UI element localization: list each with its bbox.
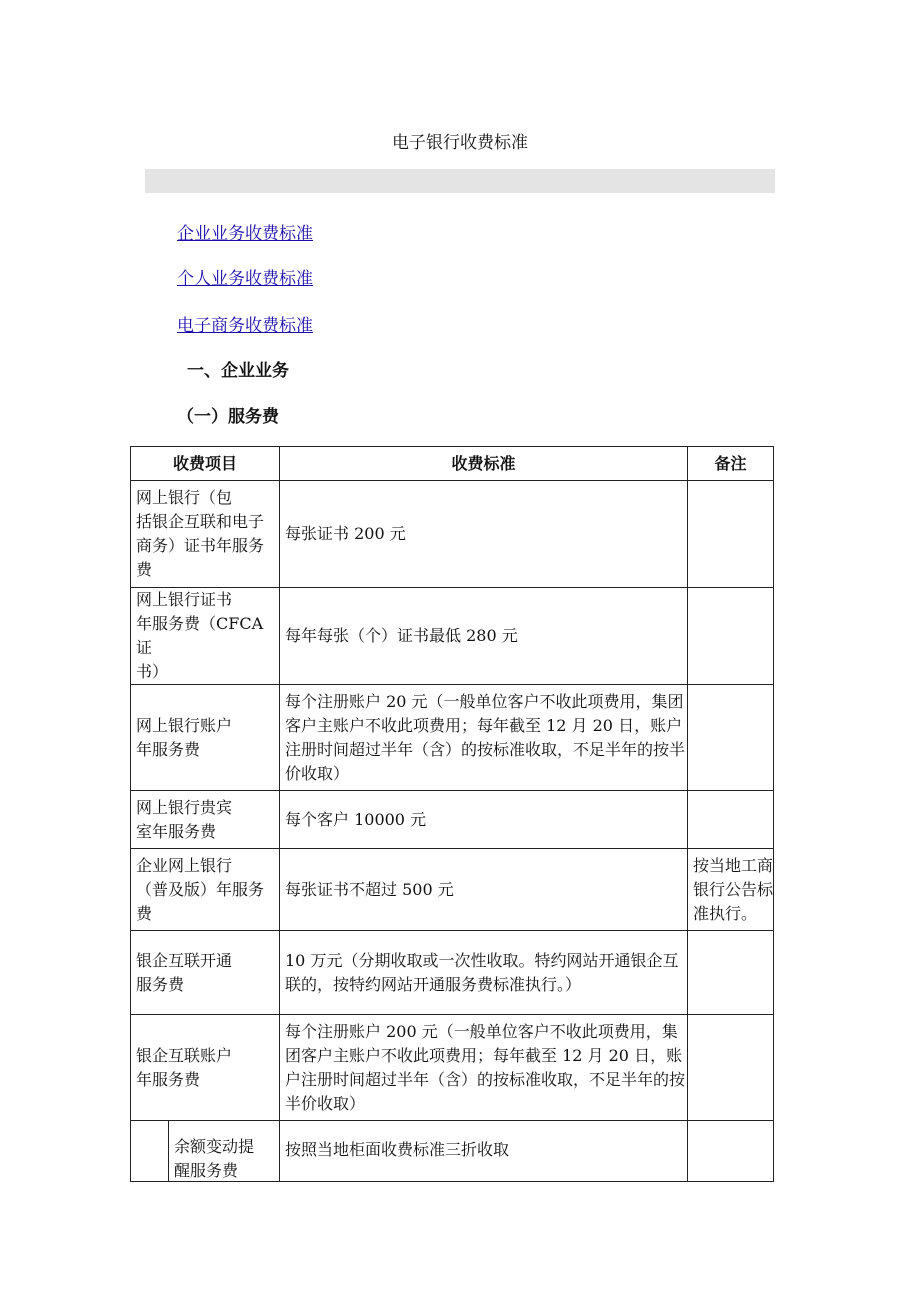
fee-standard: 每张证书 200 元 — [280, 481, 688, 588]
fee-standard: 每个客户 10000 元 — [280, 791, 688, 849]
link-enterprise-fees[interactable]: 企业业务收费标准 — [177, 224, 313, 244]
header-note: 备注 — [688, 447, 774, 481]
fee-standard: 每个注册账户 200 元（一般单位客户不收此项费用，集团客户主账户不收此项费用；每年截至 12 月 20 日，账户注册时间超过半年（含）的按标准收取，不足半年的按半价收取） — [280, 1015, 688, 1121]
header-standard: 收费标准 — [280, 447, 688, 481]
fee-standard: 每张证书不超过 500 元 — [280, 849, 688, 931]
table-row — [131, 685, 774, 791]
fee-note — [688, 1015, 774, 1121]
subsection-heading: （一）服务费 — [177, 407, 279, 427]
table-row — [131, 791, 774, 849]
fee-note — [688, 1121, 774, 1182]
fee-note — [688, 791, 774, 849]
link-ecommerce-fees[interactable]: 电子商务收费标准 — [177, 316, 313, 336]
fee-note — [688, 481, 774, 588]
fee-standard: 每个注册账户 20 元（一般单位客户不收此项费用，集团客户主账户不收此项费用；每年截至 12 月 20 日，账户注册时间超过半年（含）的按标准收取，不足半年的按半价收取） — [280, 685, 688, 791]
table-row — [131, 481, 774, 588]
fee-note — [688, 685, 774, 791]
header-item: 收费项目 — [131, 447, 280, 481]
table-row — [131, 588, 774, 685]
fee-table — [130, 446, 774, 1182]
sub-item-indent — [131, 1121, 169, 1181]
fee-item: 网上银行（包 括银企互联和电子 商务）证书年服务 费 — [131, 481, 280, 588]
fee-item: 余额变动提 醒服务费 — [131, 1121, 280, 1182]
fee-standard: 按照当地柜面收费标准三折收取 — [280, 1121, 688, 1182]
fee-standard: 每年每张（个）证书最低 280 元 — [280, 588, 688, 685]
fee-item: 网上银行账户 年服务费 — [131, 685, 280, 791]
section-heading: 一、企业业务 — [187, 361, 289, 381]
fee-item: 网上银行证书 年服务费（CFCA 证 书） — [131, 588, 280, 685]
fee-note — [688, 931, 774, 1015]
fee-item: 银企互联开通 服务费 — [131, 931, 280, 1015]
table-row — [131, 931, 774, 1015]
document-title: 电子银行收费标准 — [392, 133, 528, 153]
fee-note — [688, 588, 774, 685]
fee-note: 按当地工商 银行公告标 准执行。 — [688, 849, 774, 931]
fee-item: 网上银行贵宾 室年服务费 — [131, 791, 280, 849]
table-row — [131, 1121, 774, 1182]
table-row — [131, 1015, 774, 1121]
fee-item: 企业网上银行 （普及版）年服务 费 — [131, 849, 280, 931]
fee-item: 银企互联账户 年服务费 — [131, 1015, 280, 1121]
fee-table-container — [136, 446, 783, 1180]
fee-standard: 10 万元（分期收取或一次性收取。特约网站开通银企互联的，按特约网站开通服务费标准执行。） — [280, 931, 688, 1015]
table-row — [131, 849, 774, 931]
header-divider-bar — [145, 169, 775, 193]
table-header-row — [131, 447, 774, 481]
link-personal-fees[interactable]: 个人业务收费标准 — [177, 269, 313, 289]
